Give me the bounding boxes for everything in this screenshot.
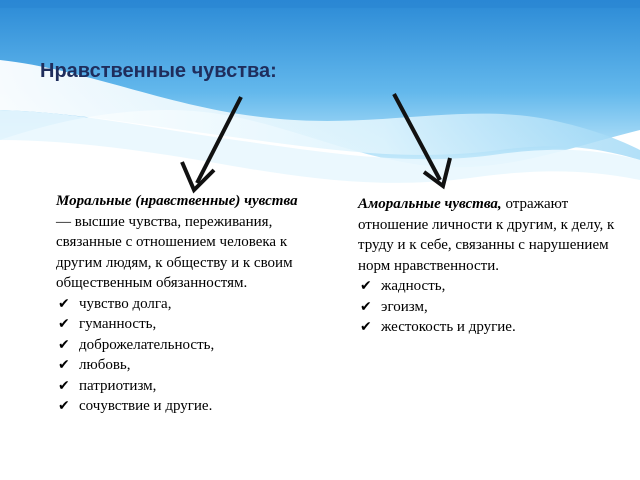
checkmark-icon: ✔	[360, 278, 372, 294]
checkmark-icon: ✔	[58, 377, 70, 394]
list-item: ✔ чувство долга,	[56, 294, 306, 315]
checkmark-icon: ✔	[58, 336, 70, 353]
checkmark-icon: ✔	[58, 316, 70, 332]
checkmark-icon: ✔	[58, 357, 70, 373]
list-item: ✔ сочувствие и другие.	[56, 396, 306, 417]
list-item: ✔ жадность,	[358, 276, 620, 297]
immoral-feelings-text: отражают отношение личности к другим, к делу, к труду и к себе, связанны с нарушением норм нравственности.	[358, 196, 615, 274]
moral-feelings-definition	[56, 191, 306, 294]
moral-feelings-term: Моральные (нравственные) чувства	[56, 193, 298, 209]
immoral-feelings-list	[358, 276, 620, 338]
list-item: ✔ жестокость и другие.	[358, 317, 620, 338]
immoral-feelings-block	[358, 194, 620, 338]
moral-feelings-text: — высшие чувства, переживания, связанные с отношением человека к другим людям, к обществу и к своим общественным обязанностям.	[56, 213, 293, 291]
moral-feelings-block	[56, 191, 306, 417]
checkmark-icon: ✔	[360, 298, 372, 315]
list-item: ✔ любовь,	[56, 355, 306, 376]
immoral-feelings-term: Аморальные чувства,	[358, 196, 502, 212]
list-item: ✔ гуманность,	[56, 314, 306, 335]
immoral-feelings-definition	[358, 194, 620, 276]
moral-feelings-list	[56, 294, 306, 417]
list-item: ✔ доброжелательность,	[56, 335, 306, 356]
list-item: ✔ эгоизм,	[358, 297, 620, 318]
slide-title: Нравственные чувства:	[40, 60, 277, 82]
list-item: ✔ патриотизм,	[56, 376, 306, 397]
checkmark-icon: ✔	[58, 398, 70, 414]
checkmark-icon: ✔	[360, 319, 372, 335]
checkmark-icon: ✔	[58, 295, 70, 312]
